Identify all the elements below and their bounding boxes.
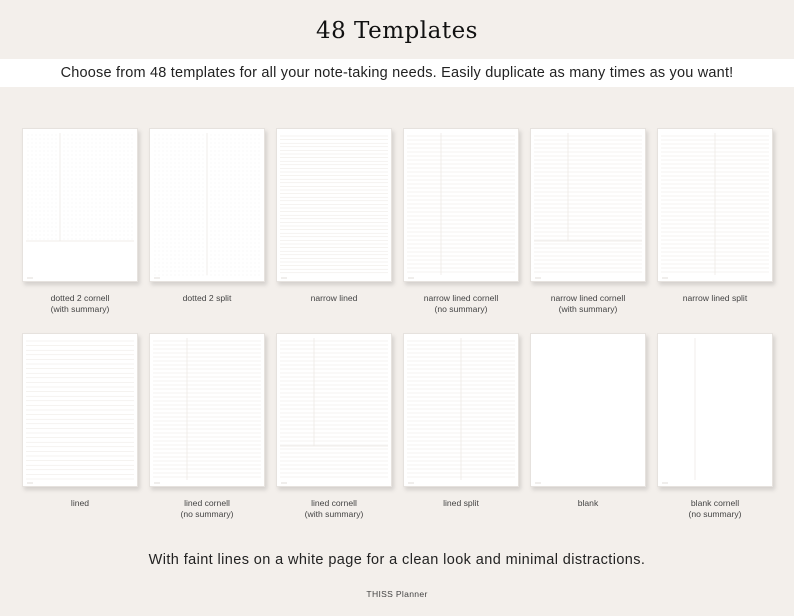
template-variant: (no summary) bbox=[434, 304, 488, 314]
template-name: dotted 2 cornell bbox=[50, 293, 110, 303]
template-variant: (with summary) bbox=[50, 304, 110, 314]
template-variant: (no summary) bbox=[180, 509, 234, 519]
template-variant: (with summary) bbox=[304, 509, 364, 519]
template-name: dotted 2 split bbox=[182, 293, 232, 303]
template-card[interactable] bbox=[657, 333, 773, 520]
tagline: With faint lines on a white page for a clean look and minimal distractions. bbox=[148, 552, 646, 568]
template-name: lined split bbox=[443, 498, 479, 508]
template-label bbox=[403, 498, 519, 509]
template-page-thumbnail[interactable] bbox=[403, 128, 519, 282]
template-card[interactable] bbox=[22, 128, 138, 315]
template-layout-graphic bbox=[277, 334, 391, 486]
template-card[interactable] bbox=[530, 333, 646, 509]
template-label bbox=[276, 498, 392, 520]
template-label bbox=[530, 293, 646, 315]
template-name: narrow lined split bbox=[682, 293, 748, 303]
template-layout-graphic bbox=[23, 334, 137, 486]
template-card[interactable] bbox=[276, 333, 392, 520]
template-name: lined bbox=[70, 498, 90, 508]
template-layout-graphic bbox=[23, 129, 137, 281]
template-label bbox=[530, 498, 646, 509]
page-title: 48 Templates bbox=[315, 18, 478, 44]
template-variant: (with summary) bbox=[558, 304, 618, 314]
template-card[interactable] bbox=[149, 333, 265, 520]
template-card[interactable] bbox=[403, 333, 519, 509]
template-page-thumbnail[interactable] bbox=[22, 128, 138, 282]
template-label bbox=[403, 293, 519, 315]
template-layout-graphic bbox=[531, 129, 645, 281]
template-layout-graphic bbox=[531, 334, 645, 486]
template-card[interactable] bbox=[276, 128, 392, 304]
brand-name: THISS Planner bbox=[366, 589, 428, 599]
template-card[interactable] bbox=[149, 128, 265, 304]
template-layout-graphic bbox=[277, 129, 391, 281]
template-page-thumbnail[interactable] bbox=[22, 333, 138, 487]
template-name: lined cornell bbox=[184, 498, 230, 508]
template-layout-graphic bbox=[404, 334, 518, 486]
template-layout-graphic bbox=[404, 129, 518, 281]
template-name: lined cornell bbox=[311, 498, 357, 508]
template-page-thumbnail[interactable] bbox=[657, 333, 773, 487]
template-layout-graphic bbox=[658, 334, 772, 486]
subtitle-band bbox=[0, 59, 794, 87]
template-label bbox=[657, 498, 773, 520]
template-page-thumbnail[interactable] bbox=[276, 333, 392, 487]
template-page-thumbnail[interactable] bbox=[657, 128, 773, 282]
template-label bbox=[22, 498, 138, 509]
template-label bbox=[22, 293, 138, 315]
subtitle-text: Choose from 48 templates for all your note-taking needs. Easily duplicate as many times as you want! bbox=[60, 65, 734, 81]
template-name: blank cornell bbox=[690, 498, 740, 508]
template-name: blank bbox=[577, 498, 599, 508]
template-grid bbox=[22, 128, 774, 528]
template-label bbox=[276, 293, 392, 304]
template-card[interactable] bbox=[530, 128, 646, 315]
template-card[interactable] bbox=[22, 333, 138, 509]
template-label bbox=[657, 293, 773, 304]
template-label bbox=[149, 498, 265, 520]
template-name: narrow lined cornell bbox=[550, 293, 626, 303]
template-layout-graphic bbox=[150, 129, 264, 281]
template-layout-graphic bbox=[658, 129, 772, 281]
template-name: narrow lined bbox=[310, 293, 358, 303]
template-label bbox=[149, 293, 265, 304]
template-page-thumbnail[interactable] bbox=[530, 333, 646, 487]
template-page-thumbnail[interactable] bbox=[403, 333, 519, 487]
template-layout-graphic bbox=[150, 334, 264, 486]
template-page-thumbnail[interactable] bbox=[149, 333, 265, 487]
template-card[interactable] bbox=[657, 128, 773, 304]
template-page-thumbnail[interactable] bbox=[276, 128, 392, 282]
template-page-thumbnail[interactable] bbox=[530, 128, 646, 282]
template-page-thumbnail[interactable] bbox=[149, 128, 265, 282]
template-variant: (no summary) bbox=[688, 509, 742, 519]
template-name: narrow lined cornell bbox=[423, 293, 499, 303]
template-card[interactable] bbox=[403, 128, 519, 315]
